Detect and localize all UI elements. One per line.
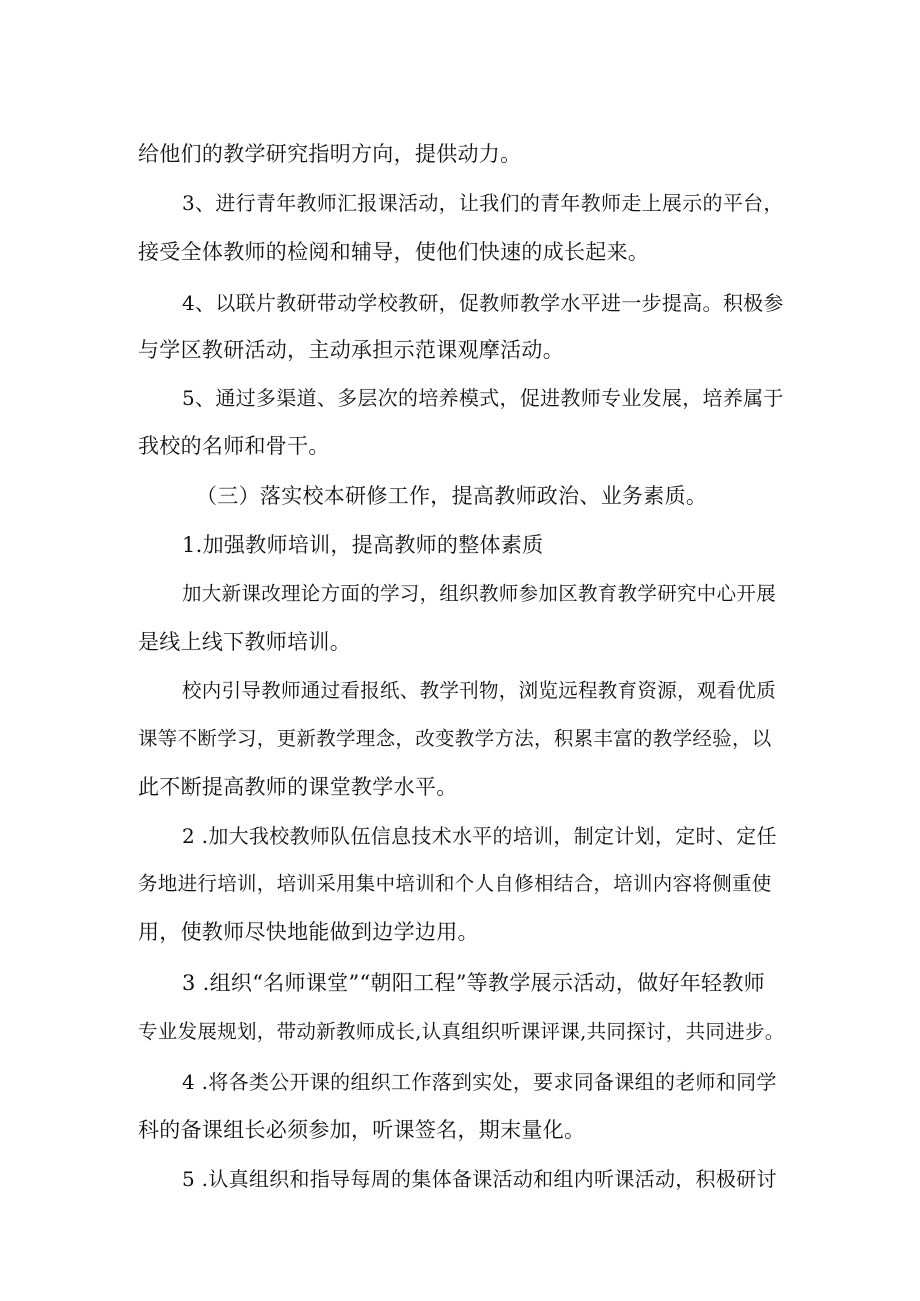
text-line: 务地进行培训，培训采用集中培训和个人自修相结合，培训内容将侧重使 [138, 872, 772, 895]
text-line: 2 .加大我校教师队伍信息技术水平的培训，制定计划，定时、定任 [182, 824, 777, 848]
text-line: 用，使教师尽快地能做到边学边用。 [138, 920, 479, 944]
text-line: 科的备课组长必须参加，听课签名，期末量化。 [138, 1118, 586, 1142]
text-line: 是线上线下教师培训。 [138, 630, 351, 654]
text-line: 校内引导教师通过看报纸、教学刊物，浏览远程教育资源，观看优质 [182, 679, 777, 702]
text-line: 加大新课改理论方面的学习，组织教师参加区教育教学研究中心开展 [182, 582, 777, 605]
text-line: 3 .组织“名师课堂”“朝阳工程”等教学展示活动，做好年轻教师 [182, 971, 765, 995]
text-line: 5 .认真组织和指导每周的集体备课活动和组内听课活动，积极研讨 [182, 1167, 777, 1191]
section-heading: （三）落实校本研修工作，提高教师政治、业务素质。 [196, 484, 708, 508]
subsection-heading: 1.加强教师培训，提高教师的整体素质 [182, 533, 544, 557]
text-line: 此不断提高教师的课堂教学水平。 [138, 775, 458, 799]
text-line: 与学区教研活动，主动承担示范课观摩活动。 [138, 338, 564, 362]
text-line: 4、以联片教研带动学校教研，促教师教学水平进一步提高。积极参 [182, 291, 784, 315]
text-line: 3、进行青年教师汇报课活动，让我们的青年教师走上展示的平台， [182, 191, 784, 215]
text-line: 我校的名师和骨干。 [138, 434, 330, 458]
text-line: 课等不断学习，更新教学理念，改变教学方法，积累丰富的教学经验，以 [138, 727, 772, 750]
text-line: 4 .将各类公开课的组织工作落到实处，要求同备课组的老师和同学 [182, 1070, 777, 1094]
text-line: 给他们的教学研究指明方向，提供动力。 [138, 142, 522, 166]
text-line: 接受全体教师的检阅和辅导，使他们快速的成长起来。 [138, 240, 650, 264]
text-line: 专业发展规划，带动新教师成长,认真组织听课评课,共同探讨，共同进步。 [138, 1020, 785, 1043]
text-line: 5、通过多渠道、多层次的培养模式，促进教师专业发展，培养属于 [182, 386, 784, 410]
